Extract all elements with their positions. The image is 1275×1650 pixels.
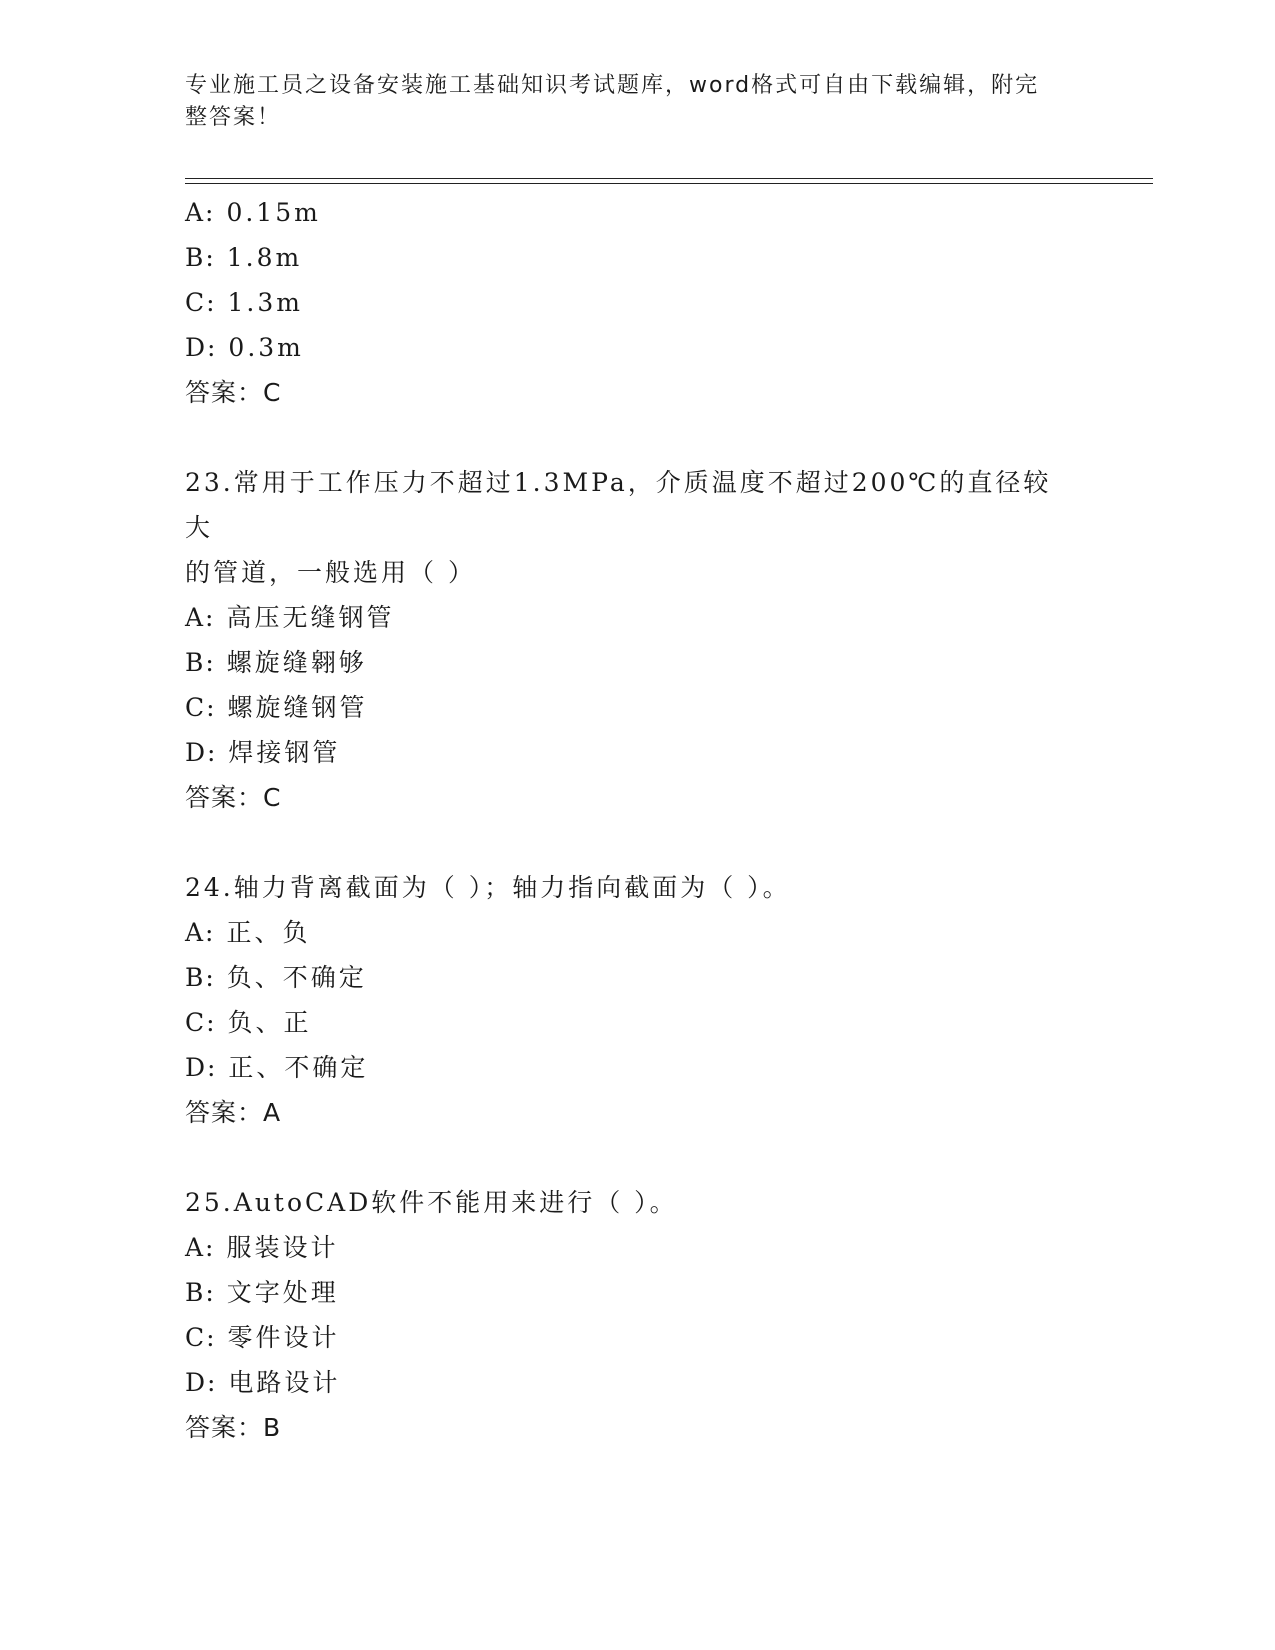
question-text-line-2: 的管道，一般选用（ ） bbox=[185, 558, 476, 587]
option-a: A: 服装设计 bbox=[185, 1233, 339, 1262]
option-c: C: 零件设计 bbox=[185, 1323, 340, 1352]
question-23 bbox=[185, 460, 1085, 820]
option-b: B: 1.8m bbox=[185, 243, 303, 272]
option-c: C: 负、正 bbox=[185, 1008, 312, 1037]
question-text: 25.AutoCAD软件不能用来进行（ ）。 bbox=[185, 1188, 678, 1217]
answer-label: 答案：C bbox=[185, 783, 282, 812]
option-b: B: 负、不确定 bbox=[185, 963, 367, 992]
spacer bbox=[185, 415, 1085, 460]
option-a: A: 0.15m bbox=[185, 198, 321, 227]
document-header bbox=[185, 70, 1065, 134]
option-a: A: 高压无缝钢管 bbox=[185, 603, 395, 632]
question-24 bbox=[185, 865, 1085, 1135]
option-b: B: 文字处理 bbox=[185, 1278, 339, 1307]
option-d: D: 正、不确定 bbox=[185, 1053, 369, 1082]
option-d: D: 电路设计 bbox=[185, 1368, 341, 1397]
option-b: B: 螺旋缝翱够 bbox=[185, 648, 367, 677]
option-c: C: 1.3m bbox=[185, 288, 303, 317]
answer-label: 答案：C bbox=[185, 378, 282, 407]
question-text: 24.轴力背离截面为（ ）；轴力指向截面为（ ）。 bbox=[185, 873, 791, 902]
header-line-2: 整答案！ bbox=[185, 105, 282, 130]
question-22 bbox=[185, 190, 1085, 415]
header-divider-bottom bbox=[185, 183, 1153, 184]
answer-label: 答案：A bbox=[185, 1098, 282, 1127]
option-d: D: 0.3m bbox=[185, 333, 304, 362]
question-text bbox=[185, 460, 1075, 595]
option-c: C: 螺旋缝钢管 bbox=[185, 693, 368, 722]
answer-label: 答案：B bbox=[185, 1413, 282, 1442]
question-25 bbox=[185, 1180, 1085, 1450]
question-text-line-1: 23.常用于工作压力不超过1.3MPa，介质温度不超过200℃的直径较大 bbox=[185, 468, 1052, 542]
option-d: D: 焊接钢管 bbox=[185, 738, 341, 767]
question-list bbox=[185, 190, 1085, 1450]
option-a: A: 正、负 bbox=[185, 918, 311, 947]
spacer bbox=[185, 820, 1085, 865]
header-divider-top bbox=[185, 178, 1153, 179]
spacer bbox=[185, 1135, 1085, 1180]
header-line-1: 专业施工员之设备安装施工基础知识考试题库，word格式可自由下载编辑，附完 bbox=[185, 73, 1040, 98]
